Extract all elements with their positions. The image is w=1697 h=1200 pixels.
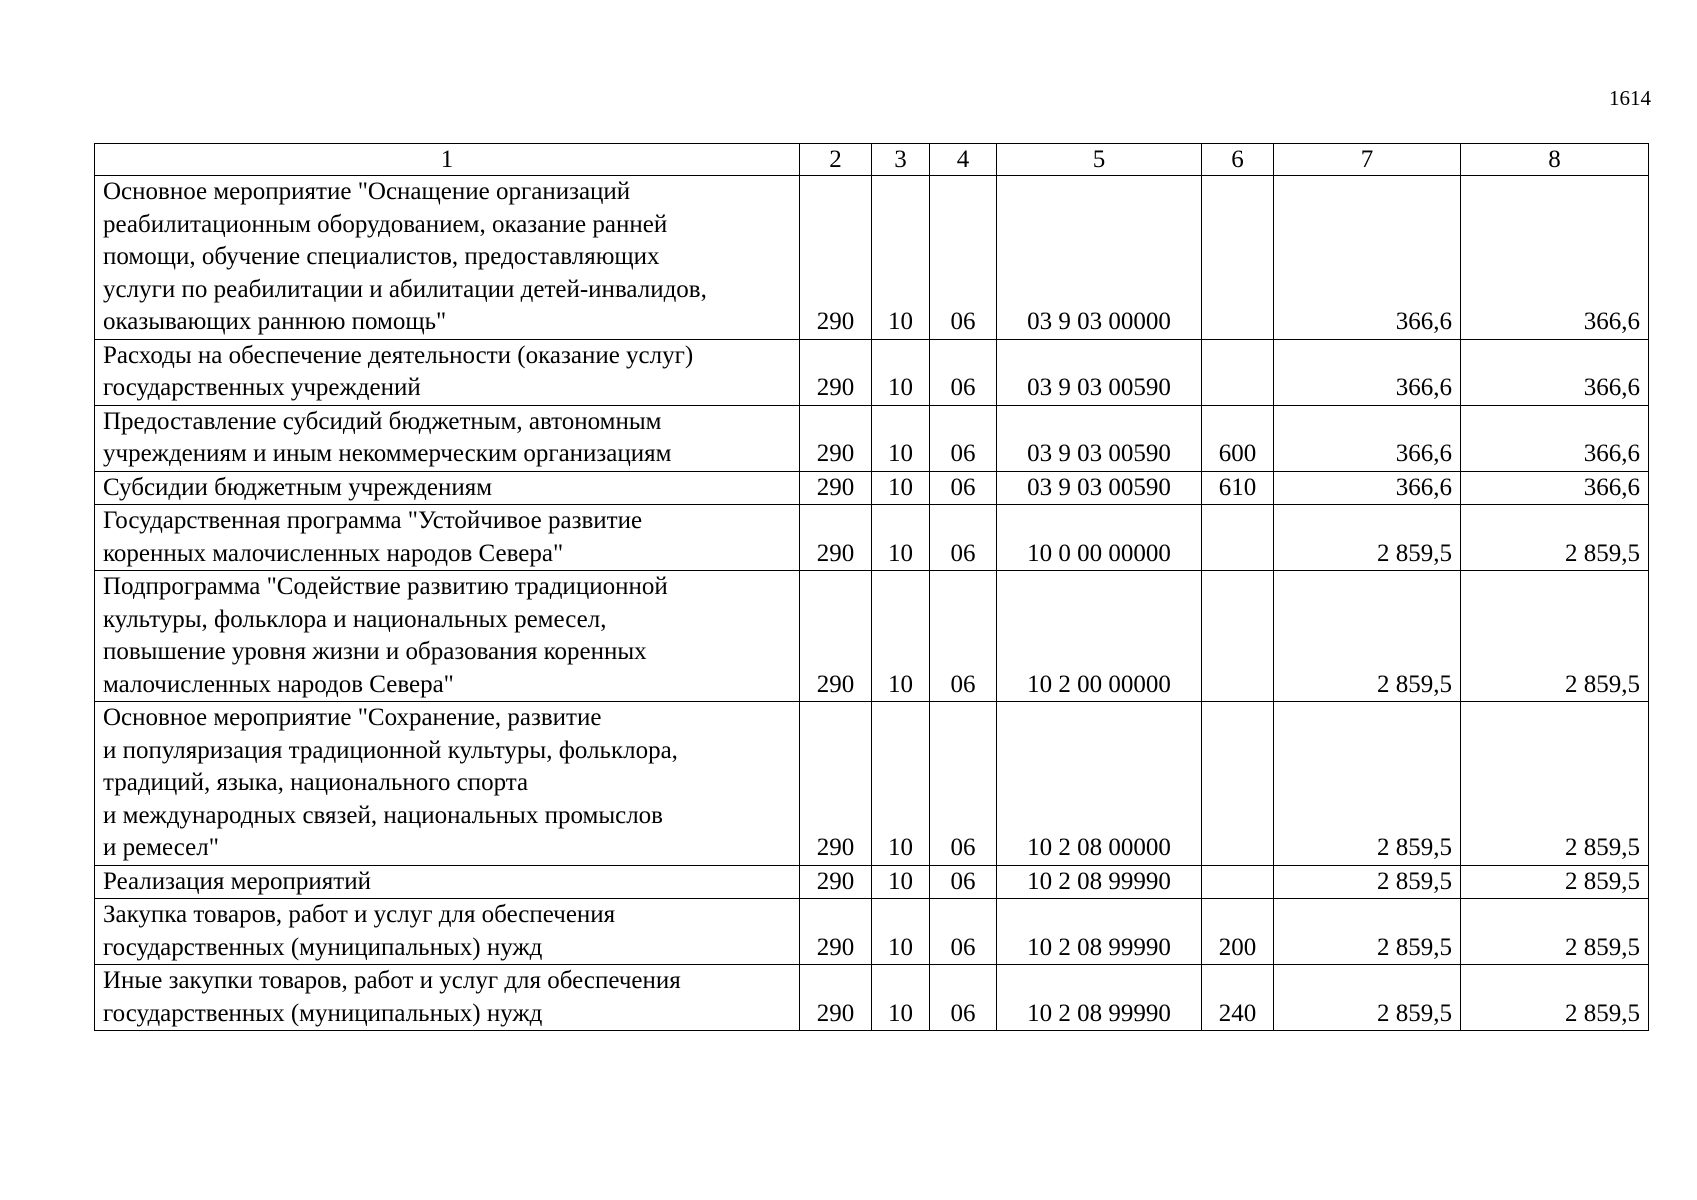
- row-code-4-cell: 06: [930, 865, 997, 899]
- row-amount-7-cell: 366,6: [1274, 471, 1461, 505]
- table-row: [95, 571, 1649, 702]
- row-code-6-cell: 610: [1202, 471, 1274, 505]
- header-cell-5: 5: [997, 144, 1202, 176]
- row-name-cell: Основное мероприятие "Сохранение, развитие и популяризация традиционной культуры, фольклора, традиций, языка, национального спорта и международных связей, национальных промыслов и ремесел": [95, 702, 800, 866]
- row-amount-8-cell: 2 859,5: [1461, 505, 1649, 571]
- row-code-4-cell: 06: [930, 339, 997, 405]
- row-code-3-cell: 10: [872, 405, 930, 471]
- table-row: [95, 865, 1649, 899]
- header-cell-4: 4: [930, 144, 997, 176]
- row-code-4-cell: 06: [930, 405, 997, 471]
- row-code-5-cell: 03 9 03 00590: [997, 471, 1202, 505]
- row-code-6-cell: [1202, 505, 1274, 571]
- row-amount-7-cell: 2 859,5: [1274, 965, 1461, 1031]
- table-row: [95, 339, 1649, 405]
- row-name-cell: Расходы на обеспечение деятельности (оказание услуг) государственных учреждений: [95, 339, 800, 405]
- row-code-6-cell: [1202, 176, 1274, 340]
- row-name-cell: Предоставление субсидий бюджетным, автономным учреждениям и иным некоммерческим организациям: [95, 405, 800, 471]
- row-code-3-cell: 10: [872, 702, 930, 866]
- row-code-5-cell: 10 2 08 99990: [997, 965, 1202, 1031]
- row-code-2-cell: 290: [800, 571, 872, 702]
- row-amount-8-cell: 2 859,5: [1461, 571, 1649, 702]
- row-amount-7-cell: 366,6: [1274, 176, 1461, 340]
- row-code-4-cell: 06: [930, 571, 997, 702]
- row-code-5-cell: 10 2 00 00000: [997, 571, 1202, 702]
- table-row: [95, 505, 1649, 571]
- row-code-4-cell: 06: [930, 471, 997, 505]
- row-code-2-cell: 290: [800, 339, 872, 405]
- row-amount-8-cell: 2 859,5: [1461, 865, 1649, 899]
- row-code-2-cell: 290: [800, 865, 872, 899]
- page-number: 1614: [1609, 86, 1651, 110]
- row-code-2-cell: 290: [800, 899, 872, 965]
- header-cell-8: 8: [1461, 144, 1649, 176]
- row-name-cell: Закупка товаров, работ и услуг для обеспечения государственных (муниципальных) нужд: [95, 899, 800, 965]
- row-amount-8-cell: 366,6: [1461, 339, 1649, 405]
- row-code-6-cell: 240: [1202, 965, 1274, 1031]
- header-cell-1: 1: [95, 144, 800, 176]
- table-row: [95, 702, 1649, 866]
- row-code-5-cell: 10 0 00 00000: [997, 505, 1202, 571]
- row-amount-7-cell: 2 859,5: [1274, 865, 1461, 899]
- row-name-cell: Иные закупки товаров, работ и услуг для обеспечения государственных (муниципальных) нужд: [95, 965, 800, 1031]
- row-name-cell: Основное мероприятие "Оснащение организаций реабилитационным оборудованием, оказание ранней помощи, обучение специалистов, предоставляющих услуги по реабилитации и абилитации детей-инвалидов, оказывающих раннюю помощь": [95, 176, 800, 340]
- row-code-3-cell: 10: [872, 176, 930, 340]
- row-code-2-cell: 290: [800, 965, 872, 1031]
- row-name-cell: Субсидии бюджетным учреждениям: [95, 471, 800, 505]
- row-code-5-cell: 03 9 03 00590: [997, 405, 1202, 471]
- row-code-3-cell: 10: [872, 571, 930, 702]
- row-code-2-cell: 290: [800, 176, 872, 340]
- row-amount-7-cell: 2 859,5: [1274, 571, 1461, 702]
- row-amount-8-cell: 2 859,5: [1461, 702, 1649, 866]
- row-code-4-cell: 06: [930, 899, 997, 965]
- row-code-6-cell: [1202, 571, 1274, 702]
- row-code-6-cell: [1202, 339, 1274, 405]
- table-row: [95, 965, 1649, 1031]
- row-amount-7-cell: 366,6: [1274, 405, 1461, 471]
- row-code-5-cell: 10 2 08 99990: [997, 899, 1202, 965]
- row-code-5-cell: 10 2 08 99990: [997, 865, 1202, 899]
- table-body: [95, 144, 1649, 1031]
- row-code-2-cell: 290: [800, 405, 872, 471]
- row-amount-8-cell: 366,6: [1461, 176, 1649, 340]
- header-cell-6: 6: [1202, 144, 1274, 176]
- table-row: [95, 176, 1649, 340]
- row-code-5-cell: 10 2 08 00000: [997, 702, 1202, 866]
- row-code-4-cell: 06: [930, 702, 997, 866]
- header-cell-7: 7: [1274, 144, 1461, 176]
- row-amount-8-cell: 366,6: [1461, 471, 1649, 505]
- table-row: [95, 899, 1649, 965]
- row-code-3-cell: 10: [872, 339, 930, 405]
- row-amount-8-cell: 2 859,5: [1461, 965, 1649, 1031]
- row-code-3-cell: 10: [872, 965, 930, 1031]
- row-code-6-cell: [1202, 865, 1274, 899]
- row-amount-7-cell: 2 859,5: [1274, 505, 1461, 571]
- row-code-2-cell: 290: [800, 702, 872, 866]
- row-code-6-cell: 200: [1202, 899, 1274, 965]
- header-cell-2: 2: [800, 144, 872, 176]
- row-code-4-cell: 06: [930, 965, 997, 1031]
- row-code-5-cell: 03 9 03 00000: [997, 176, 1202, 340]
- row-code-2-cell: 290: [800, 471, 872, 505]
- row-code-6-cell: 600: [1202, 405, 1274, 471]
- row-amount-7-cell: 2 859,5: [1274, 702, 1461, 866]
- budget-table: [94, 143, 1649, 1031]
- row-code-4-cell: 06: [930, 176, 997, 340]
- row-amount-8-cell: 366,6: [1461, 405, 1649, 471]
- row-amount-8-cell: 2 859,5: [1461, 899, 1649, 965]
- header-cell-3: 3: [872, 144, 930, 176]
- row-code-2-cell: 290: [800, 505, 872, 571]
- header-row: [95, 144, 1649, 176]
- row-amount-7-cell: 366,6: [1274, 339, 1461, 405]
- row-name-cell: Государственная программа "Устойчивое развитие коренных малочисленных народов Севера": [95, 505, 800, 571]
- table-row: [95, 405, 1649, 471]
- row-name-cell: Реализация мероприятий: [95, 865, 800, 899]
- row-code-3-cell: 10: [872, 471, 930, 505]
- row-code-6-cell: [1202, 702, 1274, 866]
- row-code-3-cell: 10: [872, 865, 930, 899]
- row-code-3-cell: 10: [872, 899, 930, 965]
- row-code-4-cell: 06: [930, 505, 997, 571]
- table-row: [95, 471, 1649, 505]
- row-code-5-cell: 03 9 03 00590: [997, 339, 1202, 405]
- row-amount-7-cell: 2 859,5: [1274, 899, 1461, 965]
- row-code-3-cell: 10: [872, 505, 930, 571]
- row-name-cell: Подпрограмма "Содействие развитию традиционной культуры, фольклора и национальных ремесел, повышение уровня жизни и образования коренных малочисленных народов Севера": [95, 571, 800, 702]
